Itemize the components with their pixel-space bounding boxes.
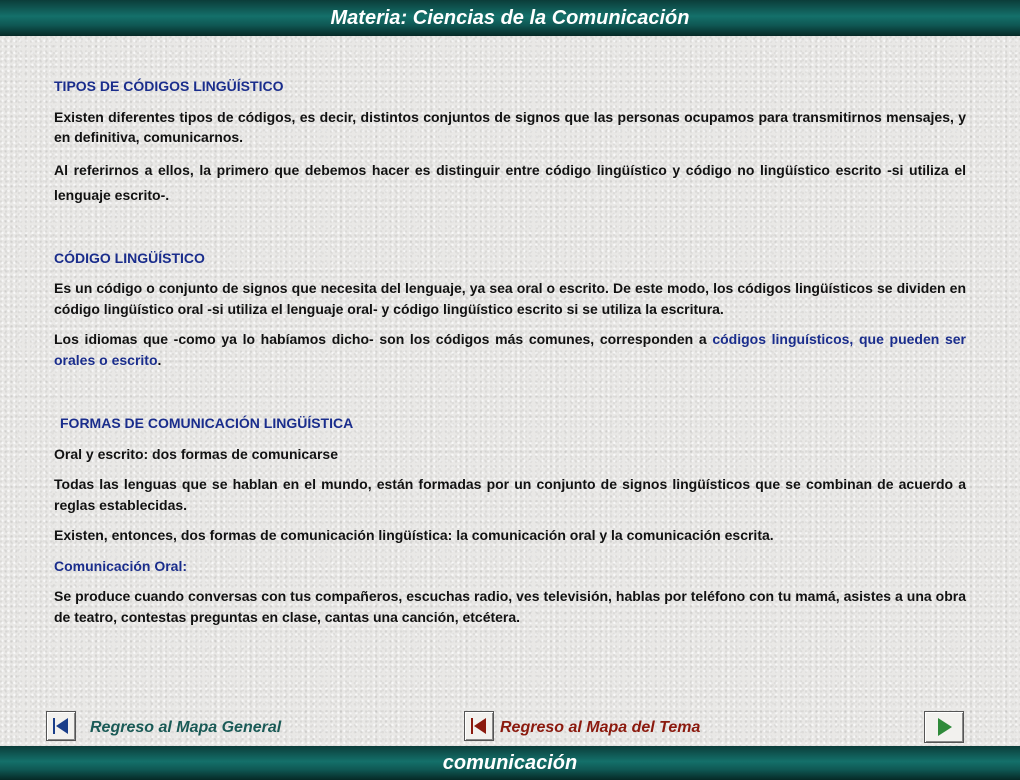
section-heading-tipos: TIPOS DE CÓDIGOS LINGÜÍSTICO [54, 78, 284, 94]
link-mapa-general[interactable]: Regreso al Mapa General [90, 719, 282, 736]
footer-bar [0, 746, 1020, 780]
paragraph: Al referirnos a ellos, la primero que debemos hacer es distinguir entre código lingüístico y código no lingüístico escrito -si utiliza el lenguaje escrito-. [54, 161, 966, 203]
main-content [54, 76, 966, 637]
paragraph: Todas las lenguas que se hablan en el mundo, están formadas por un conjunto de signos lingüísticos que se combinan de acuerdo a reglas establecidas. [54, 476, 966, 513]
link-mapa-tema[interactable]: Regreso al Mapa del Tema [500, 719, 701, 736]
navigation-row [0, 711, 1020, 743]
page-title: Materia: Ciencias de la Comunicación [330, 6, 690, 29]
oral-heading: Comunicación Oral: [54, 557, 188, 574]
codigos-linguisticos-text: códigos linguísticos, que pueden ser orales o escrito [54, 331, 967, 368]
paragraph: Existen, entonces, dos formas de comunicación lingüística: la comunicación oral y la comunicación escrita. [54, 527, 774, 543]
paragraph-text: Los idiomas que -como ya lo habíamos dicho- son los códigos más comunes, corresponden a [54, 331, 713, 347]
section-heading-codigo: CÓDIGO LINGÜÍSTICO [54, 249, 205, 266]
paragraph-idiomas [54, 329, 966, 370]
subtitle: Oral y escrito: dos formas de comunicarse [54, 445, 338, 462]
back-general-button[interactable] [46, 711, 76, 741]
back-tema-button[interactable] [464, 711, 494, 741]
section-heading-formas: FORMAS DE COMUNICACIÓN LINGÜÍSTICA [60, 415, 354, 431]
paragraph-end: . [157, 351, 162, 368]
skip-back-icon [47, 712, 75, 740]
paragraph: Es un código o conjunto de signos que necesita del lenguaje, ya sea oral o escrito. De este modo, los códigos lingüísticos se dividen en código lingüístico oral -si utiliza el lenguaje oral- y código lingüístico escrito si se utiliza la escritura. [54, 280, 966, 317]
footer-label: comunicación [442, 751, 578, 774]
title-bar [0, 0, 1020, 36]
paragraph: Se produce cuando conversas con tus compañeros, escuchas radio, ves televisión, hablas por teléfono con tu mamá, asistes a una obra de teatro, contestas preguntas en clase, cantas una canción, etcétera. [54, 588, 966, 625]
play-next-icon [925, 712, 963, 742]
skip-back-icon [465, 712, 493, 740]
next-button[interactable] [924, 711, 964, 743]
paragraph: Existen diferentes tipos de códigos, es decir, distintos conjuntos de signos que las personas ocupamos para transmitirnos mensajes, y en definitiva, comunicarnos. [54, 108, 966, 145]
